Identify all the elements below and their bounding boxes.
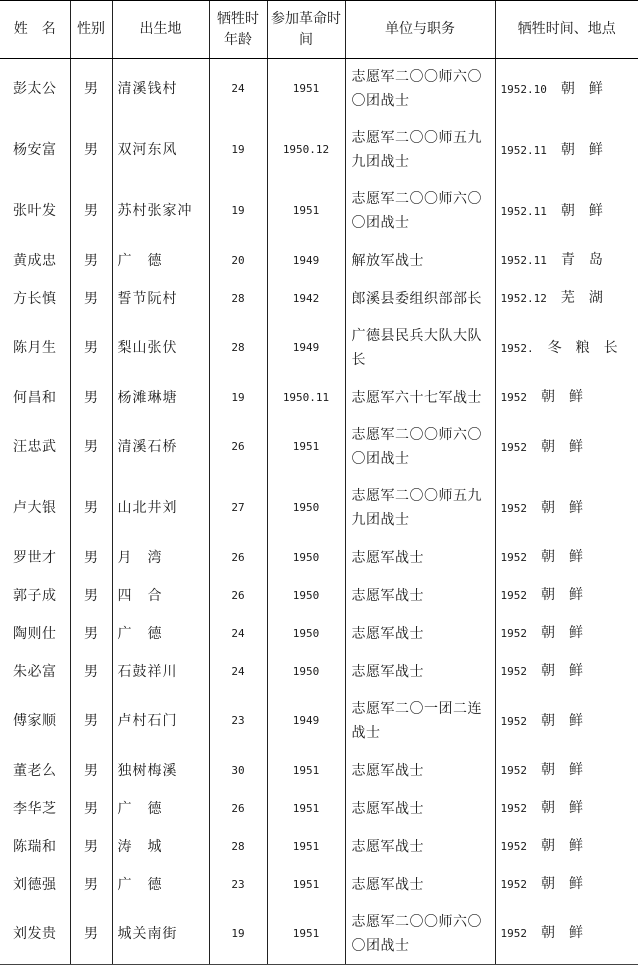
cell-unit: 志愿军战士 <box>345 539 495 577</box>
cell-join-time: 1950 <box>267 577 345 615</box>
cell-join-time: 1950.11 <box>267 379 345 417</box>
death-place: 朝鲜 <box>541 625 597 641</box>
cell-sex: 男 <box>70 866 112 904</box>
cell-sex: 男 <box>70 59 112 120</box>
cell-death <box>495 790 638 828</box>
table-row <box>0 478 638 539</box>
cell-name: 何昌和 <box>13 389 57 406</box>
cell-death <box>495 242 638 280</box>
cell-name: 卢大银 <box>13 500 57 516</box>
cell-age: 27 <box>209 478 267 539</box>
table-row <box>0 904 638 965</box>
cell-age: 19 <box>209 181 267 242</box>
cell-death <box>495 615 638 653</box>
cell-unit: 郎溪县委组织部部长 <box>345 280 495 318</box>
table-row <box>0 318 638 379</box>
cell-age: 28 <box>209 828 267 866</box>
cell-birthplace: 山北井刘 <box>112 478 209 539</box>
death-place: 朝鲜 <box>560 141 617 158</box>
cell-unit: 广德县民兵大队大队长 <box>345 318 495 379</box>
death-time: 1952.11 <box>500 204 547 218</box>
cell-name: 傅家顺 <box>13 713 57 729</box>
cell-join-time: 1950 <box>267 539 345 577</box>
cell-birthplace: 双河东风 <box>112 120 209 181</box>
death-time: 1952 <box>500 501 527 515</box>
header-age: 牺牲时年龄 <box>209 1 267 59</box>
table-row <box>0 280 638 318</box>
cell-age: 28 <box>209 318 267 379</box>
cell-age: 19 <box>209 379 267 417</box>
cell-birthplace: 月 湾 <box>112 539 209 577</box>
cell-death <box>495 417 638 478</box>
cell-birthplace: 杨滩琳塘 <box>112 379 209 417</box>
death-time: 1952 <box>500 589 527 602</box>
cell-join-time: 1950 <box>267 615 345 653</box>
cell-age: 28 <box>209 280 267 318</box>
header-join-time: 参加革命时间 <box>267 1 345 59</box>
cell-birthplace: 广 德 <box>112 615 209 653</box>
cell-join-time: 1951 <box>267 904 345 965</box>
cell-birthplace: 清溪钱村 <box>112 59 209 120</box>
cell-sex: 男 <box>70 904 112 965</box>
cell-unit: 志愿军六十七军战士 <box>345 379 495 417</box>
table-row <box>0 59 638 120</box>
cell-name: 汪忠武 <box>13 439 57 455</box>
cell-unit: 志愿军二〇〇师六〇〇团战士 <box>345 59 495 120</box>
cell-sex: 男 <box>70 828 112 866</box>
cell-sex: 男 <box>70 478 112 539</box>
table-row <box>0 379 638 417</box>
table-row <box>0 653 638 691</box>
death-place: 朝鲜 <box>560 202 617 219</box>
cell-join-time: 1949 <box>267 691 345 752</box>
cell-birthplace: 清溪石桥 <box>112 417 209 478</box>
table-row <box>0 539 638 577</box>
death-time: 1952 <box>500 440 527 454</box>
cell-join-time: 1949 <box>267 242 345 280</box>
table-row <box>0 752 638 790</box>
cell-name: 郭子成 <box>13 587 57 604</box>
death-time: 1952 <box>500 627 527 640</box>
death-place: 朝鲜 <box>541 663 597 679</box>
cell-join-time: 1951 <box>267 790 345 828</box>
cell-death <box>495 577 638 615</box>
cell-death <box>495 318 638 379</box>
table-row <box>0 120 638 181</box>
cell-death <box>495 904 638 965</box>
cell-name: 杨安富 <box>13 142 57 158</box>
cell-join-time: 1951 <box>267 417 345 478</box>
cell-age: 20 <box>209 242 267 280</box>
death-time: 1952 <box>500 391 527 404</box>
death-place: 朝鲜 <box>541 587 597 603</box>
cell-unit: 志愿军战士 <box>345 828 495 866</box>
table-row <box>0 417 638 478</box>
cell-unit: 志愿军二〇〇师六〇〇团战士 <box>345 181 495 242</box>
cell-death <box>495 59 638 120</box>
cell-death <box>495 280 638 318</box>
cell-join-time: 1942 <box>267 280 345 318</box>
cell-age: 30 <box>209 752 267 790</box>
cell-death <box>495 539 638 577</box>
death-time: 1952.11 <box>500 143 547 157</box>
cell-death <box>495 828 638 866</box>
cell-birthplace: 广 德 <box>112 790 209 828</box>
cell-birthplace: 卢村石门 <box>112 691 209 752</box>
cell-age: 23 <box>209 866 267 904</box>
cell-unit: 解放军战士 <box>345 242 495 280</box>
cell-death <box>495 120 638 181</box>
table-header <box>0 1 638 59</box>
cell-age: 24 <box>209 615 267 653</box>
cell-name: 陈瑞和 <box>13 838 57 855</box>
death-time: 1952 <box>500 840 527 853</box>
cell-birthplace: 广 德 <box>112 242 209 280</box>
cell-join-time: 1951 <box>267 181 345 242</box>
cell-sex: 男 <box>70 752 112 790</box>
death-time: 1952.10 <box>500 82 547 96</box>
death-place: 朝鲜 <box>541 438 597 455</box>
cell-join-time: 1951 <box>267 866 345 904</box>
table-row <box>0 828 638 866</box>
cell-unit: 志愿军战士 <box>345 577 495 615</box>
cell-sex: 男 <box>70 242 112 280</box>
death-place: 芜湖 <box>560 290 617 306</box>
cell-join-time: 1950 <box>267 478 345 539</box>
cell-name: 董老么 <box>13 762 57 779</box>
death-place: 冬粮长 <box>547 339 632 356</box>
cell-age: 26 <box>209 539 267 577</box>
header-birthplace: 出生地 <box>112 1 209 59</box>
cell-unit: 志愿军战士 <box>345 790 495 828</box>
table-body <box>0 59 638 965</box>
death-time: 1952 <box>500 551 527 564</box>
death-time: 1952.11 <box>500 254 547 267</box>
cell-age: 24 <box>209 59 267 120</box>
header-sex: 性别 <box>70 1 112 59</box>
cell-unit: 志愿军二〇一团二连战士 <box>345 691 495 752</box>
cell-sex: 男 <box>70 417 112 478</box>
cell-unit: 志愿军战士 <box>345 866 495 904</box>
cell-unit: 志愿军战士 <box>345 752 495 790</box>
header-death: 牺牲时间、地点 <box>495 1 638 59</box>
cell-birthplace: 苏村张家冲 <box>112 181 209 242</box>
cell-birthplace: 独树梅溪 <box>112 752 209 790</box>
cell-unit: 志愿军二〇〇师五九九团战士 <box>345 120 495 181</box>
header-name: 姓 名 <box>0 1 70 59</box>
cell-unit: 志愿军二〇〇师五九九团战士 <box>345 478 495 539</box>
cell-birthplace: 四 合 <box>112 577 209 615</box>
cell-name: 刘德强 <box>13 876 57 893</box>
death-time: 1952 <box>500 764 527 777</box>
death-place: 朝鲜 <box>541 762 597 778</box>
cell-name: 刘发贵 <box>0 904 70 965</box>
cell-sex: 男 <box>70 379 112 417</box>
cell-unit: 志愿军战士 <box>345 653 495 691</box>
cell-sex: 男 <box>70 120 112 181</box>
cell-sex: 男 <box>70 615 112 653</box>
cell-join-time: 1950.12 <box>267 120 345 181</box>
cell-sex: 男 <box>70 280 112 318</box>
cell-sex: 男 <box>70 181 112 242</box>
cell-age: 26 <box>209 790 267 828</box>
table-row <box>0 242 638 280</box>
cell-sex: 男 <box>70 790 112 828</box>
cell-birthplace: 涛 城 <box>112 828 209 866</box>
cell-unit: 志愿军二〇〇师六〇〇团战士 <box>345 417 495 478</box>
cell-age: 26 <box>209 577 267 615</box>
death-place: 朝鲜 <box>541 499 597 516</box>
cell-join-time: 1951 <box>267 59 345 120</box>
cell-death <box>495 752 638 790</box>
cell-birthplace: 誓节阮村 <box>112 280 209 318</box>
death-time: 1952 <box>500 927 527 941</box>
table-row <box>0 866 638 904</box>
cell-name: 陶则仕 <box>13 625 57 642</box>
cell-age: 23 <box>209 691 267 752</box>
cell-join-time: 1949 <box>267 318 345 379</box>
table-row <box>0 615 638 653</box>
header-unit: 单位与职务 <box>345 1 495 59</box>
death-time: 1952 <box>500 665 527 678</box>
cell-age: 26 <box>209 417 267 478</box>
cell-sex: 男 <box>70 318 112 379</box>
cell-birthplace: 广 德 <box>112 866 209 904</box>
cell-death <box>495 181 638 242</box>
death-time: 1952 <box>500 878 527 891</box>
cell-birthplace: 城关南街 <box>112 904 209 965</box>
death-place: 朝鲜 <box>541 389 597 405</box>
death-place: 朝鲜 <box>541 712 597 729</box>
death-time: 1952 <box>500 714 527 728</box>
cell-join-time: 1950 <box>267 653 345 691</box>
cell-join-time: 1951 <box>267 828 345 866</box>
cell-death <box>495 691 638 752</box>
cell-death <box>495 478 638 539</box>
death-place: 朝鲜 <box>541 549 597 565</box>
cell-name: 李华芝 <box>13 800 57 817</box>
cell-death <box>495 653 638 691</box>
table-row <box>0 691 638 752</box>
cell-age: 19 <box>209 904 267 965</box>
cell-name: 张叶发 <box>13 203 57 219</box>
cell-unit: 志愿军二〇〇师六〇〇团战士 <box>345 904 495 965</box>
cell-name: 罗世才 <box>13 549 57 566</box>
cell-age: 19 <box>209 120 267 181</box>
death-time: 1952. <box>500 341 534 355</box>
cell-birthplace: 梨山张伏 <box>112 318 209 379</box>
death-place: 朝鲜 <box>541 925 597 942</box>
table-row <box>0 577 638 615</box>
cell-birthplace: 石鼓祥川 <box>112 653 209 691</box>
cell-name: 陈月生 <box>13 340 57 356</box>
cell-unit: 志愿军战士 <box>345 615 495 653</box>
table-row <box>0 181 638 242</box>
cell-name: 彭太公 <box>13 81 57 98</box>
death-time: 1952 <box>500 802 527 815</box>
cell-name: 方长慎 <box>13 290 57 307</box>
cell-sex: 男 <box>70 539 112 577</box>
death-place: 朝鲜 <box>541 838 597 854</box>
death-place: 朝鲜 <box>541 800 597 816</box>
death-place: 朝鲜 <box>560 80 617 97</box>
cell-death <box>495 379 638 417</box>
cell-death <box>495 866 638 904</box>
cell-name: 朱必富 <box>13 663 57 680</box>
death-place: 朝鲜 <box>541 876 597 892</box>
death-place: 青岛 <box>560 252 617 268</box>
cell-join-time: 1951 <box>267 752 345 790</box>
cell-sex: 男 <box>70 653 112 691</box>
cell-age: 24 <box>209 653 267 691</box>
death-time: 1952.12 <box>500 292 547 305</box>
cell-name: 黄成忠 <box>13 252 57 269</box>
cell-sex: 男 <box>70 691 112 752</box>
cell-sex: 男 <box>70 577 112 615</box>
table-row <box>0 790 638 828</box>
